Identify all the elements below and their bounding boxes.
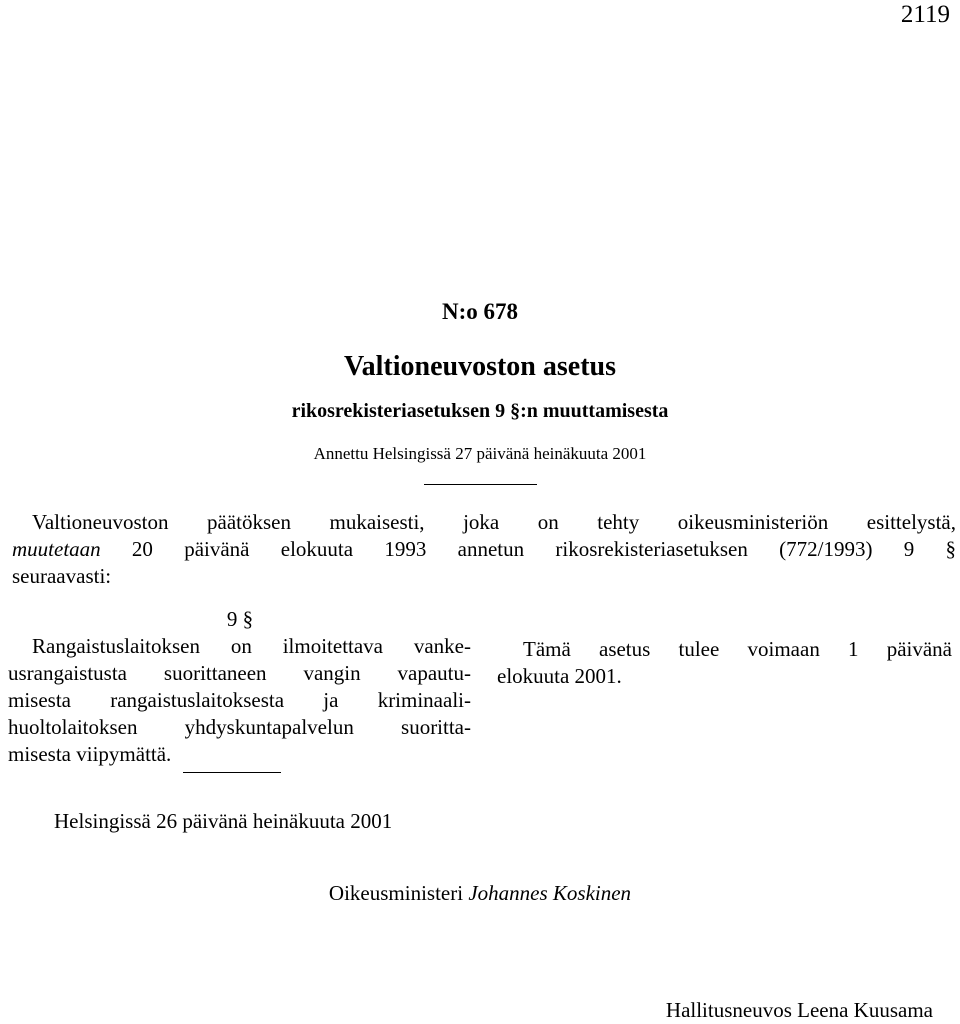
statute-number: N:o 678 (441, 299, 519, 324)
section-heading: 9 § (226, 607, 254, 631)
section-line: misesta rangaistuslaitoksesta ja kriminaali- (8, 688, 471, 712)
divider-rule (424, 484, 537, 485)
counsellor-signature: Hallitusneuvos Leena Kuusama (665, 998, 933, 1022)
end-of-text-rule (183, 772, 281, 773)
minister-name: Johannes Koskinen (468, 881, 632, 905)
entry-into-force-line: elokuuta 2001. (497, 664, 622, 688)
preamble-line-3: seuraavasti: (12, 564, 112, 588)
entry-into-force-line: Tämä asetus tulee voimaan 1 päivänä (523, 637, 952, 661)
section-line: huoltolaitoksen yhdyskuntapalvelun suoritta- (8, 715, 471, 739)
issued-date-line: Annettu Helsingissä 27 päivänä heinäkuuta 2001 (313, 444, 647, 463)
signing-place-date: Helsingissä 26 päivänä heinäkuuta 2001 (54, 809, 393, 833)
document-title: Valtioneuvoston asetus (343, 351, 616, 382)
entry-into-force (497, 636, 952, 690)
preamble-line-2-text: 20 päivänä elokuuta 1993 annetun rikosrekisteriasetuksen (772/1993) 9 § (100, 537, 956, 561)
document-subtitle: rikosrekisteriasetuksen 9 §:n muuttamisesta (291, 400, 669, 422)
page-number: 2119 (900, 1, 950, 28)
preamble-line-2 (12, 536, 956, 563)
preamble-line-1: Valtioneuvoston päätöksen mukaisesti, joka on tehty oikeusministeriön esittelystä, (32, 510, 956, 534)
preamble-amend-verb: muutetaan (12, 537, 101, 561)
section-line: usrangaistusta suorittaneen vangin vapautu- (8, 661, 471, 685)
section-line: Rangaistuslaitoksen on ilmoitettava vanke- (32, 634, 471, 658)
minister-title: Oikeusministeri (328, 881, 464, 905)
section-line: misesta viipymättä. (8, 742, 172, 766)
section-body (8, 633, 471, 768)
preamble (12, 509, 956, 590)
minister-signature (0, 880, 960, 907)
